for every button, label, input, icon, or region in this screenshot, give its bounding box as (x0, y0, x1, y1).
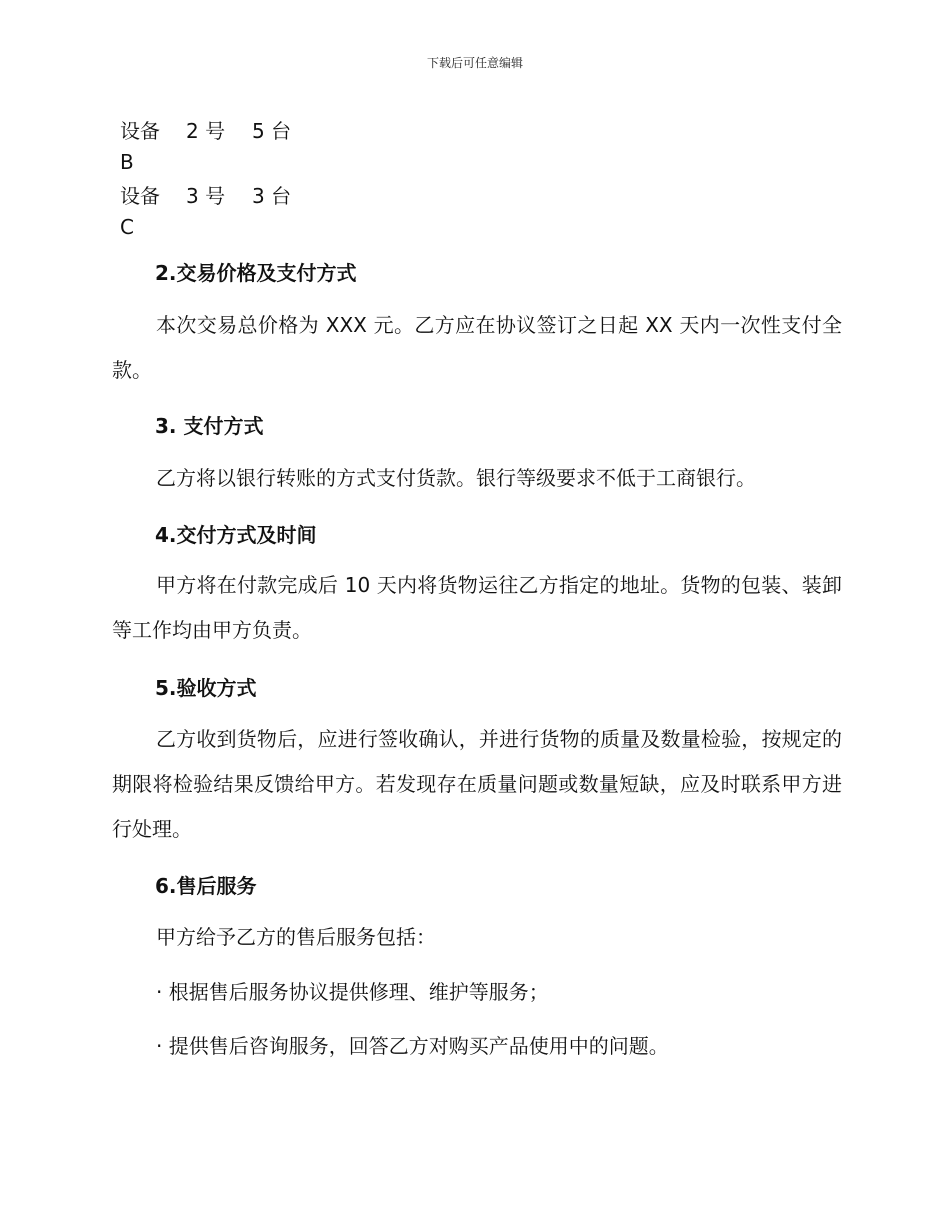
equipment-model: 3 号 (186, 184, 226, 208)
list-item: · 提供售后咨询服务，回答乙方对购买产品使用中的问题。 (156, 1034, 669, 1058)
equipment-model: 2 号 (186, 119, 226, 143)
equipment-name: 设备 B (120, 119, 160, 174)
section-text-delivery: 甲方将在付款完成后 10 天内将货物运往乙方指定的地址。货物的包装、装卸等工作均由甲方负责。 (112, 573, 842, 642)
section-heading-acceptance: 5.验收方式 (155, 676, 257, 700)
section-heading-delivery: 4.交付方式及时间 (155, 523, 317, 547)
section-heading-payment-method: 3. 支付方式 (155, 414, 264, 438)
list-item: · 根据售后服务协议提供修理、维护等服务； (156, 980, 549, 1004)
section-text-acceptance: 乙方收到货物后，应进行签收确认，并进行货物的质量及数量检验，按规定的期限将检验结果反馈给甲方。若发现存在质量问题或数量短缺，应及时联系甲方进行处理。 (112, 727, 842, 841)
section-heading-payment-price: 2.交易价格及支付方式 (155, 261, 357, 285)
page-header: 下载后可任意编辑 (426, 56, 523, 70)
section-text-payment-method: 乙方将以银行转账的方式支付货款。银行等级要求不低于工商银行。 (156, 466, 756, 490)
section-text-after-sales-intro: 甲方给予乙方的售后服务包括： (156, 925, 436, 949)
equipment-quantity: 3 台 (252, 184, 292, 208)
section-heading-after-sales: 6.售后服务 (155, 874, 257, 898)
equipment-quantity: 5 台 (252, 119, 292, 143)
section-text-payment-price: 本次交易总价格为 XXX 元。乙方应在协议签订之日起 XX 天内一次性支付全款。 (112, 313, 842, 382)
equipment-name: 设备 C (120, 184, 160, 239)
